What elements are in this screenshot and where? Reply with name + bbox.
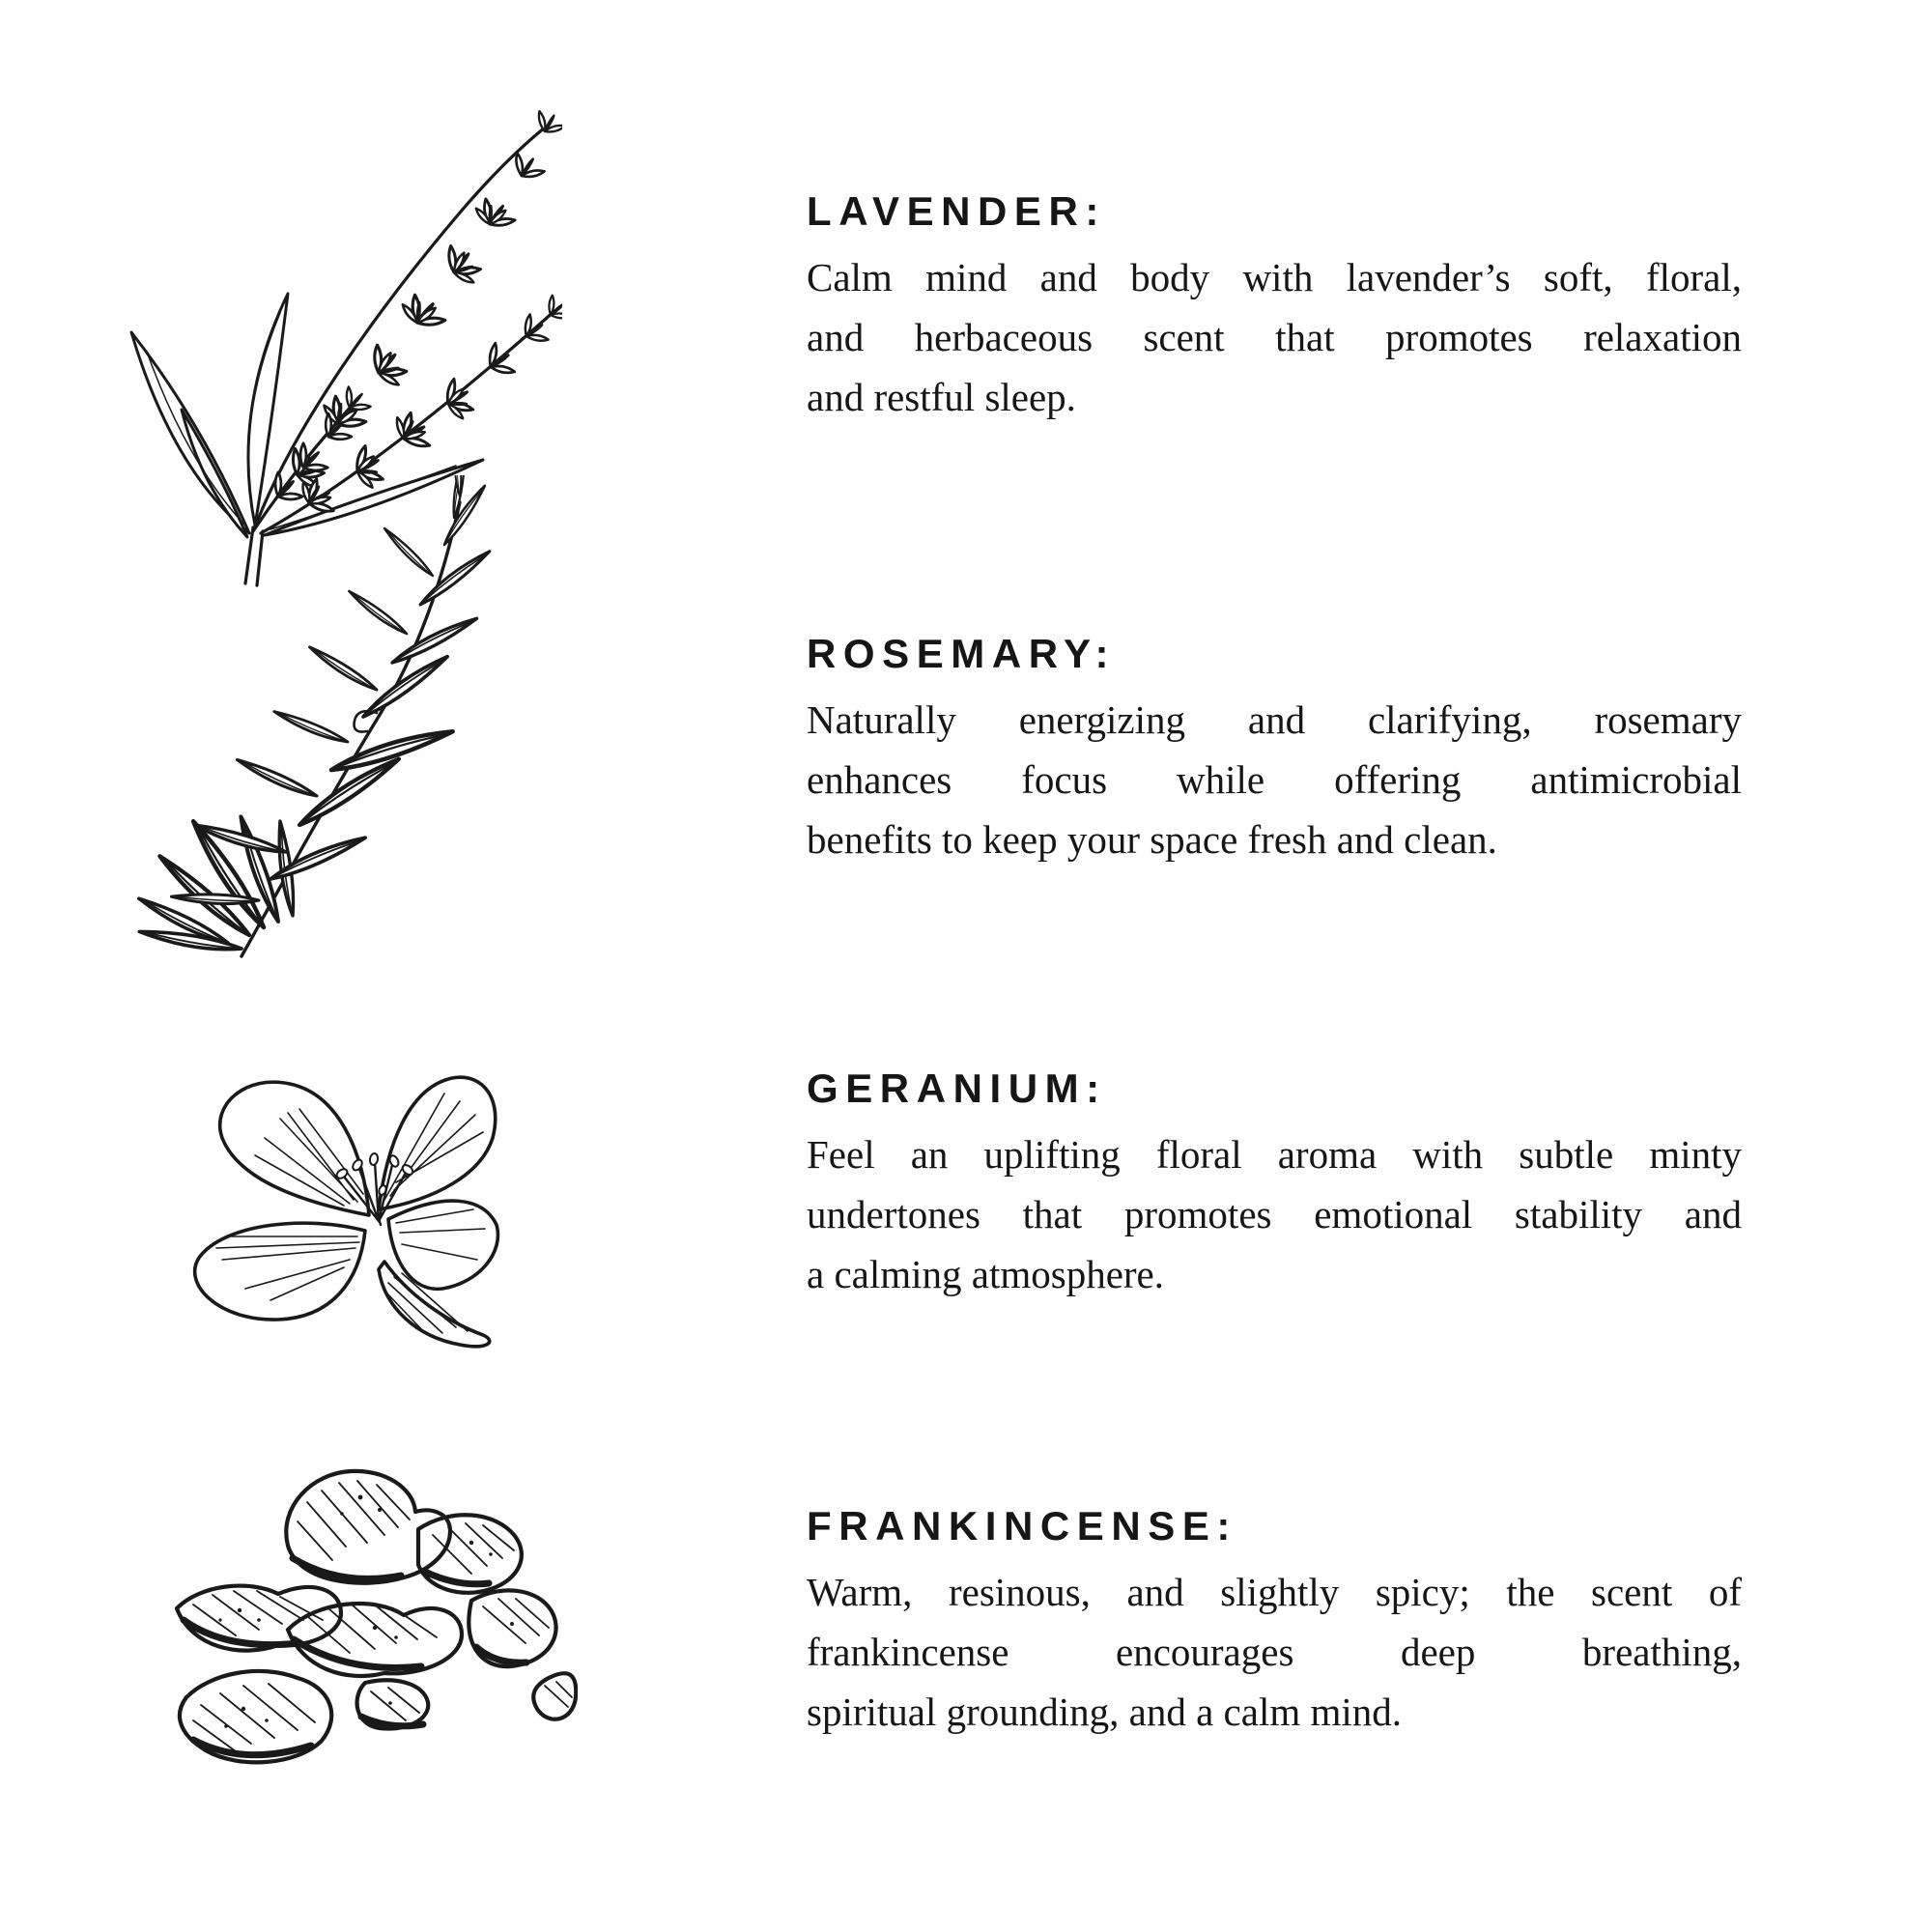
rosemary-text bbox=[807, 632, 1742, 869]
body-line: and herbaceous scent that promotes relaxation bbox=[807, 315, 1742, 359]
body-line: spiritual grounding, and a calm mind. bbox=[807, 1690, 1403, 1734]
frankincense-description bbox=[807, 1562, 1742, 1742]
lavender-text bbox=[807, 189, 1742, 427]
body-line: enhances focus while offering antimicrobial bbox=[807, 757, 1742, 802]
geranium-text bbox=[807, 1066, 1742, 1304]
geranium-flower-illustration bbox=[164, 1059, 504, 1363]
frankincense-resin-illustration bbox=[143, 1454, 578, 1782]
lavender-description bbox=[807, 247, 1742, 427]
rosemary-sprig-illustration bbox=[133, 475, 544, 968]
rosemary-heading: ROSEMARY: bbox=[807, 631, 1117, 676]
body-line: Naturally energizing and clarifying, rosemary bbox=[807, 697, 1742, 742]
geranium-description bbox=[807, 1124, 1742, 1304]
frankincense-text bbox=[807, 1504, 1742, 1742]
frankincense-heading: FRANKINCENSE: bbox=[807, 1503, 1237, 1548]
body-line: benefits to keep your space fresh and clean. bbox=[807, 817, 1497, 862]
body-line: and restful sleep. bbox=[807, 375, 1076, 419]
geranium-heading: GERANIUM: bbox=[807, 1065, 1107, 1111]
body-line: Calm mind and body with lavender’s soft, floral, bbox=[807, 255, 1742, 299]
body-line: undertones that promotes emotional stability and bbox=[807, 1192, 1742, 1236]
body-line: Feel an uplifting floral aroma with subtle minty bbox=[807, 1132, 1742, 1177]
rosemary-description bbox=[807, 690, 1742, 869]
body-line: Warm, resinous, and slightly spicy; the scent of bbox=[807, 1570, 1742, 1614]
lavender-heading: LAVENDER: bbox=[807, 188, 1106, 234]
body-line: a calming atmosphere. bbox=[807, 1252, 1165, 1296]
body-line: frankincense encourages deep breathing, bbox=[807, 1630, 1742, 1674]
